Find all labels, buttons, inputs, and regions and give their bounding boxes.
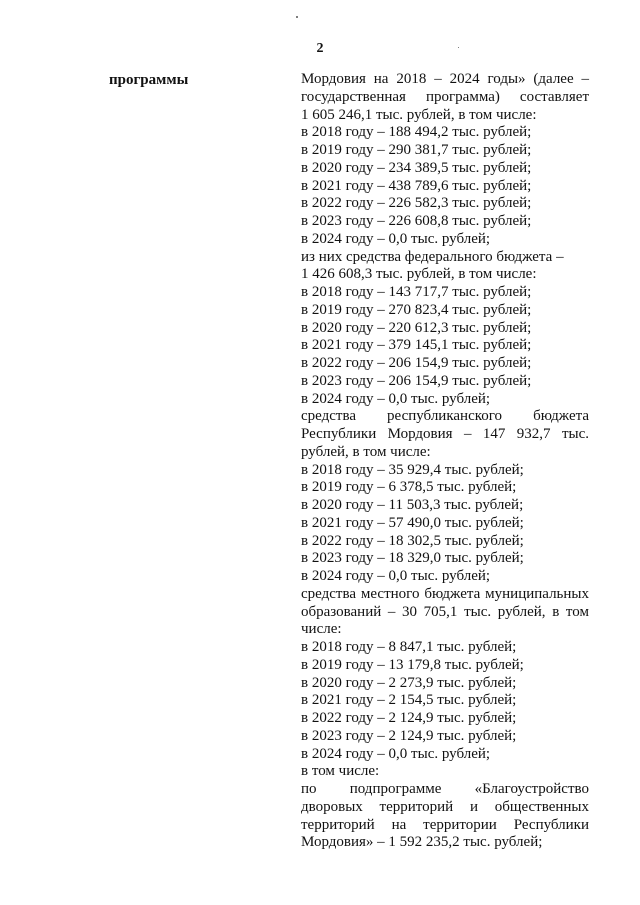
text-line: средства местного бюджета муниципальных bbox=[301, 585, 589, 602]
text-line: в 2018 году – 143 717,7 тыс. рублей; bbox=[301, 284, 532, 300]
text-line: в том числе: bbox=[301, 763, 380, 780]
text-line: в 2022 году – 226 582,3 тыс. рублей; bbox=[301, 195, 532, 212]
text-line: в 2019 году – 290 381,7 тыс. рублей; bbox=[301, 142, 532, 158]
financing-text-block bbox=[301, 71, 589, 852]
text-line: Мордовия» – 1 592 235,2 тыс. рублей; bbox=[301, 834, 543, 851]
text-line: средства республиканского бюджета bbox=[301, 408, 589, 425]
text-line: в 2020 году – 234 389,5 тыс. рублей; bbox=[301, 159, 532, 176]
text-line: рублей, в том числе: bbox=[301, 443, 431, 460]
text-line: в 2019 году – 6 378,5 тыс. рублей; bbox=[301, 479, 517, 496]
text-line: в 2024 году – 0,0 тыс. рублей; bbox=[301, 745, 491, 762]
text-line: в 2020 году – 2 273,9 тыс. рублей; bbox=[301, 674, 517, 691]
text-line: в 2021 году – 57 490,0 тыс. рублей; bbox=[301, 514, 524, 531]
text-line: в 2021 году – 2 154,5 тыс. рублей; bbox=[301, 692, 517, 709]
text-line: в 2020 году – 220 612,3 тыс. рублей; bbox=[301, 319, 532, 336]
text-line: числе: bbox=[301, 621, 342, 638]
text-line: в 2024 году – 0,0 тыс. рублей; bbox=[301, 568, 491, 584]
text-line: государственная программа) составляет bbox=[301, 88, 589, 105]
text-line: в 2018 году – 188 494,2 тыс. рублей; bbox=[301, 124, 532, 141]
text-line: территорий на территории Республики bbox=[301, 816, 589, 833]
text-line: в 2019 году – 13 179,8 тыс. рублей; bbox=[301, 656, 524, 673]
text-line: из них средства федерального бюджета – bbox=[301, 248, 564, 265]
row-label: программы bbox=[109, 72, 189, 88]
text-line: в 2021 году – 438 789,6 тыс. рублей; bbox=[301, 177, 532, 194]
text-line: в 2022 году – 2 124,9 тыс. рублей; bbox=[301, 710, 517, 726]
text-line: по подпрограмме «Благоустройство bbox=[301, 781, 589, 797]
text-line: в 2023 году – 226 608,8 тыс. рублей; bbox=[301, 213, 532, 229]
text-line: дворовых территорий и общественных bbox=[301, 798, 589, 815]
text-line: 1 605 246,1 тыс. рублей, в том числе: bbox=[301, 106, 537, 123]
text-line: в 2024 году – 0,0 тыс. рублей; bbox=[301, 230, 491, 247]
text-line: в 2022 году – 206 154,9 тыс. рублей; bbox=[301, 355, 532, 371]
text-line: в 2023 году – 206 154,9 тыс. рублей; bbox=[301, 372, 532, 389]
text-line: в 2023 году – 2 124,9 тыс. рублей; bbox=[301, 727, 517, 744]
text-line: в 2019 году – 270 823,4 тыс. рублей; bbox=[301, 301, 532, 318]
page-number: 2 bbox=[316, 41, 324, 56]
text-line: Республики Мордовия – 147 932,7 тыс. bbox=[301, 426, 589, 442]
scan-speck bbox=[296, 16, 298, 18]
text-line: в 2018 году – 35 929,4 тыс. рублей; bbox=[301, 461, 524, 478]
text-line: в 2023 году – 18 329,0 тыс. рублей; bbox=[301, 550, 524, 567]
scan-speck bbox=[458, 47, 459, 48]
text-line: Мордовия на 2018 – 2024 годы» (далее – bbox=[301, 71, 589, 87]
text-line: в 2022 году – 18 302,5 тыс. рублей; bbox=[301, 532, 524, 549]
text-line: в 2018 году – 8 847,1 тыс. рублей; bbox=[301, 639, 517, 655]
text-line: в 2021 году – 379 145,1 тыс. рублей; bbox=[301, 337, 532, 354]
text-line: в 2020 году – 11 503,3 тыс. рублей; bbox=[301, 497, 524, 513]
text-line: в 2024 году – 0,0 тыс. рублей; bbox=[301, 390, 491, 407]
text-line: 1 426 608,3 тыс. рублей, в том числе: bbox=[301, 266, 537, 283]
text-line: образований – 30 705,1 тыс. рублей, в том bbox=[301, 603, 589, 620]
